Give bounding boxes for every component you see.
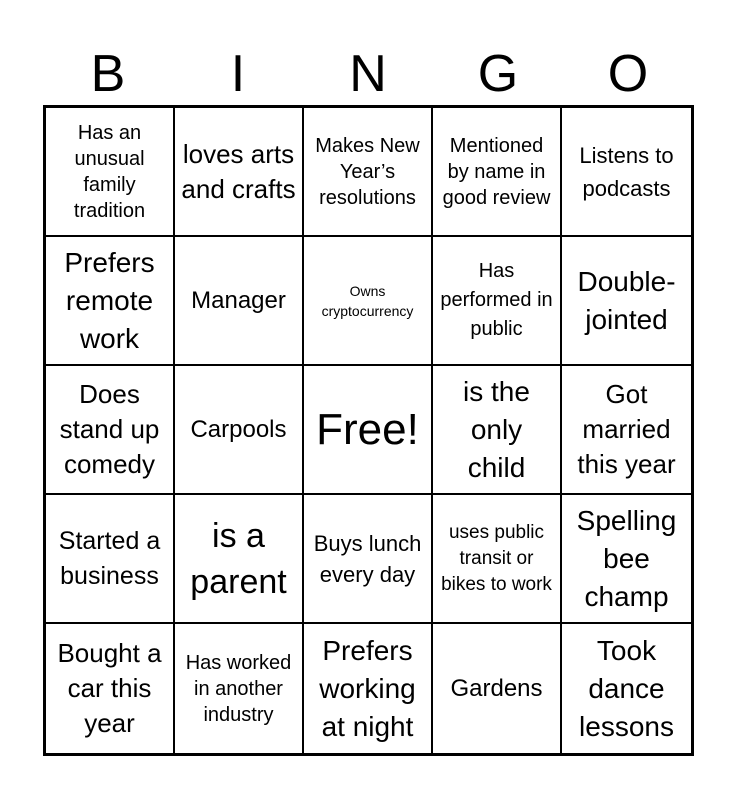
- square-label: Does stand up comedy: [59, 379, 160, 479]
- bingo-square[interactable]: [46, 366, 175, 495]
- bingo-square[interactable]: [175, 108, 304, 237]
- header-letter-o: O: [607, 45, 649, 103]
- bingo-square[interactable]: [46, 108, 175, 237]
- header-letter-g: G: [477, 45, 519, 103]
- bingo-square[interactable]: [304, 237, 433, 366]
- square-label: Gardens: [450, 674, 543, 702]
- square-label: Got married this year: [577, 379, 676, 479]
- bingo-square[interactable]: [304, 624, 433, 753]
- bingo-square[interactable]: [175, 237, 304, 366]
- bingo-card: [43, 105, 694, 756]
- bingo-square[interactable]: [304, 366, 433, 495]
- header-letter-n: N: [349, 45, 387, 103]
- square-label: Carpools: [190, 415, 287, 443]
- square-label: Has an unusual family tradition: [73, 121, 146, 222]
- bingo-square[interactable]: [562, 366, 691, 495]
- bingo-square[interactable]: [433, 237, 562, 366]
- square-label: Has worked in another industry: [185, 651, 292, 726]
- square-label: Has performed in public: [440, 260, 553, 340]
- square-label: Makes New Year’s resolutions: [315, 134, 420, 209]
- header-letter-i: I: [230, 45, 246, 103]
- header-letter-b: B: [90, 45, 126, 103]
- bingo-square[interactable]: [433, 108, 562, 237]
- square-label: Started a business: [58, 526, 161, 590]
- square-label: Owns cryptocurrency: [321, 282, 414, 319]
- bingo-square[interactable]: [562, 624, 691, 753]
- bingo-square[interactable]: [562, 108, 691, 237]
- bingo-square[interactable]: [433, 624, 562, 753]
- square-label: Manager: [191, 286, 286, 314]
- square-label: loves arts and crafts: [181, 138, 296, 204]
- free-space-label: Free!: [316, 404, 419, 454]
- bingo-header: [43, 44, 694, 104]
- square-label: is the only child: [463, 375, 530, 483]
- bingo-square[interactable]: [46, 495, 175, 624]
- square-label: Mentioned by name in good review: [442, 134, 551, 209]
- bingo-square[interactable]: [175, 624, 304, 753]
- square-label: Bought a car this year: [57, 638, 162, 738]
- square-label: Prefers remote work: [64, 246, 155, 354]
- bingo-square[interactable]: [175, 366, 304, 495]
- bingo-square[interactable]: [433, 366, 562, 495]
- bingo-square[interactable]: [562, 237, 691, 366]
- bingo-square[interactable]: [304, 108, 433, 237]
- square-label: Listens to podcasts: [579, 142, 674, 201]
- bingo-square[interactable]: [562, 495, 691, 624]
- bingo-square[interactable]: [175, 495, 304, 624]
- square-label: uses public transit or bikes to work: [441, 521, 552, 595]
- square-label: Double-jointed: [577, 265, 676, 335]
- square-label: is a parent: [190, 516, 287, 601]
- square-label: Buys lunch every day: [313, 530, 422, 587]
- square-label: Took dance lessons: [579, 634, 674, 742]
- bingo-square[interactable]: [46, 237, 175, 366]
- bingo-square[interactable]: [46, 624, 175, 753]
- bingo-square[interactable]: [433, 495, 562, 624]
- bingo-square[interactable]: [304, 495, 433, 624]
- square-label: Spelling bee champ: [576, 504, 677, 612]
- square-label: Prefers working at night: [319, 634, 416, 742]
